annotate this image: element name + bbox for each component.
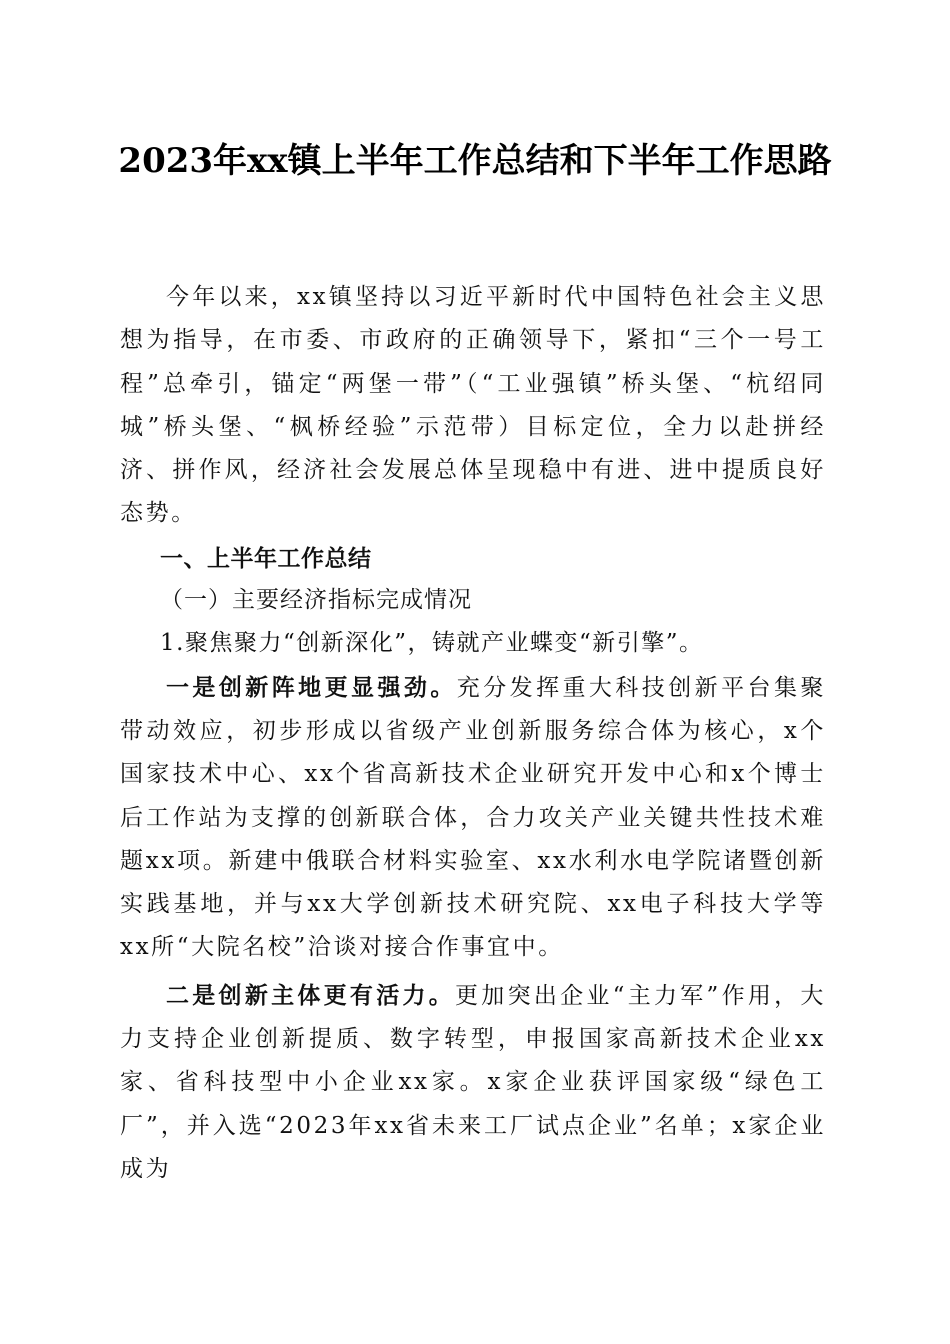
point-text-1: 充分发挥重大科技创新平台集聚带动效应，初步形成以省级产业创新服务综合体为核心，x个国家技术中心、xx个省高新技术企业研究开发中心和x个博士后工作站为支撑的创新联合体，合力攻关产业关键共性技术难题xx项。新建中俄联合材料实验室、xx水利水电学院诸暨创新实践基地，并与xx大学创新技术研究院、xx电子科技大学等xx所“大院名校”洽谈对接合作事宜中。	[120, 674, 826, 961]
point-lead-1: 一是创新阵地更显强劲。	[166, 673, 457, 701]
subsection-heading: （一）主要经济指标完成情况	[160, 587, 472, 614]
point-paragraph-2	[120, 974, 826, 1191]
point-paragraph-1	[120, 666, 826, 970]
document-body	[120, 276, 826, 1191]
point-lead-2: 二是创新主体更有活力。	[166, 981, 456, 1009]
item-heading: 1.聚焦聚力“创新深化”，铸就产业蝶变“新引擎”。	[160, 630, 704, 657]
point-text-2: 更加突出企业“主力军”作用，大力支持企业创新提质、数字转型，申报国家高新技术企业xx家、省科技型中小企业xx家。x家企业获评国家级“绿色工厂”，并入选“2023年xx省未来工厂试点企业”名单；x家企业成为	[120, 982, 826, 1182]
document-title: 2023年xx镇上半年工作总结和下半年工作思路	[118, 141, 832, 181]
section-heading: 一、上半年工作总结	[160, 545, 372, 572]
intro-paragraph: 今年以来，xx镇坚持以习近平新时代中国特色社会主义思想为指导，在市委、市政府的正确领导下，紧扣“三个一号工程”总牵引，锚定“两堡一带”（“工业强镇”桥头堡、“杭绍同城”桥头堡、“枫桥经验”示范带）目标定位，全力以赴拼经济、拼作风，经济社会发展总体呈现稳中有进、进中提质良好态势。	[120, 284, 826, 527]
